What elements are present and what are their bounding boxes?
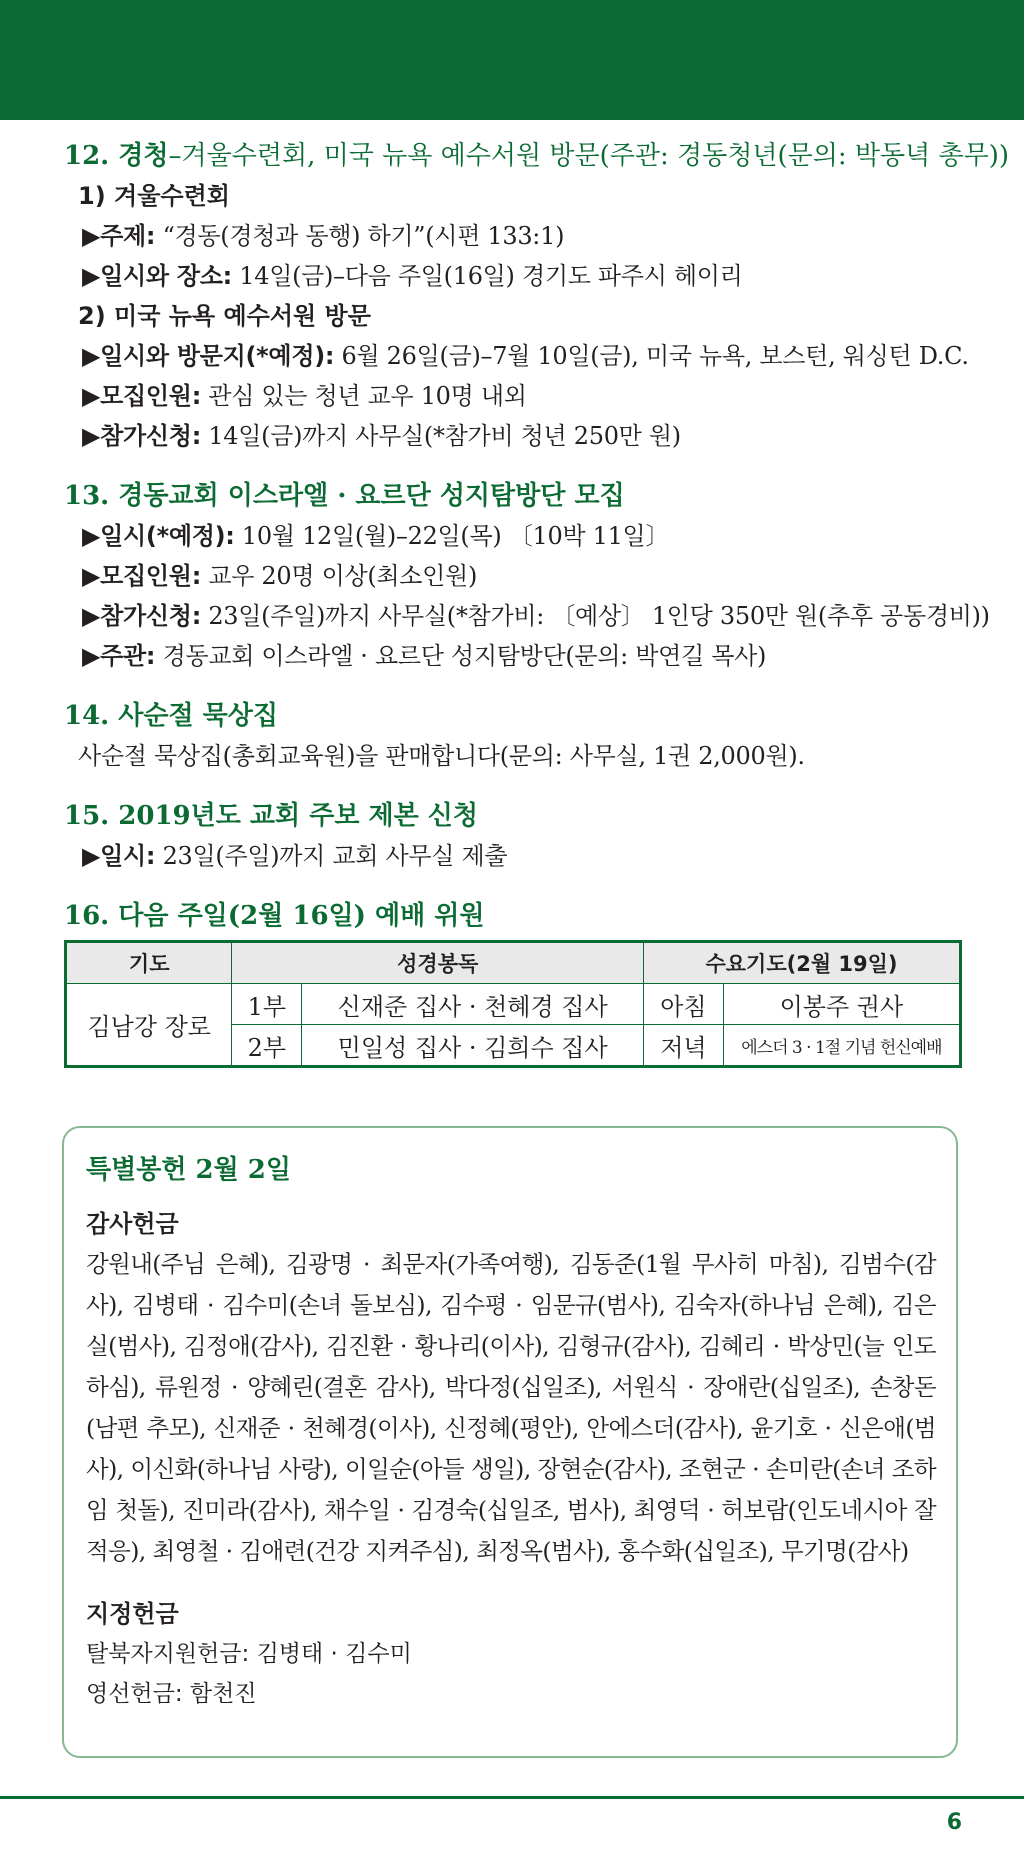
line-label: ▶일시와 장소:	[82, 262, 232, 290]
section-16	[64, 896, 964, 936]
designated-offering-heading: 지정헌금	[86, 1600, 179, 1628]
spacer	[86, 1572, 936, 1594]
section-12-sub-1: 1) 겨울수련회	[78, 182, 230, 210]
section-12-title	[64, 136, 1009, 176]
section-15-title: 15. 2019년도 교회 주보 제본 신청	[64, 801, 479, 831]
section-12-sub-2: 2) 미국 뉴욕 예수서원 방문	[78, 302, 371, 330]
roster-readers: 신재준 집사 · 천혜경 집사	[302, 984, 644, 1025]
thanks-offering-heading: 감사헌금	[86, 1210, 179, 1238]
line-text: 경동교회 이스라엘 · 요르단 성지탐방단(문의: 박연길 목사)	[155, 642, 767, 670]
section-14-title: 14. 사순절 묵상집	[64, 701, 279, 731]
line-text: 14일(금)–다음 주일(16일) 경기도 파주시 헤이리	[231, 262, 743, 290]
roster-wednesday: 에스더 3 · 1절 기념 헌신예배	[723, 1025, 960, 1067]
roster-header-row	[66, 942, 961, 984]
line-text: 23일(주일)까지 사무실(*참가비: 〔예상〕 1인당 350만 원(추후 공동경비))	[201, 602, 990, 630]
table-row	[66, 984, 961, 1025]
roster-prayer-leader: 김남강 장로	[66, 984, 232, 1067]
designated-offering-1: 탈북자지원헌금: 김병태 · 김수미	[86, 1641, 412, 1667]
section-13-line-4	[64, 636, 964, 676]
roster-header-prayer: 기도	[66, 942, 232, 984]
section-12-line-1	[64, 216, 964, 256]
section-16-title: 16. 다음 주일(2월 16일) 예배 위원	[64, 901, 485, 931]
line-label: ▶모집인원:	[82, 382, 201, 410]
section-14	[64, 696, 964, 776]
roster-service: 2부	[232, 1025, 302, 1067]
line-label: ▶일시(*예정):	[82, 522, 235, 550]
line-label: ▶참가신청:	[82, 422, 201, 450]
line-text: “경동(경청과 동행) 하기”(시편 133:1)	[155, 222, 565, 250]
line-label: ▶일시:	[82, 842, 156, 870]
line-text: 14일(금)까지 사무실(*참가비 청년 250만 원)	[201, 422, 681, 450]
announcements	[64, 136, 1009, 956]
section-13-line-1	[64, 516, 964, 556]
section-12-line-3	[64, 336, 969, 376]
header-band	[0, 0, 1024, 120]
line-label: ▶주관:	[82, 642, 156, 670]
worship-roster-table	[64, 940, 962, 1068]
roster-time: 저녁	[644, 1025, 724, 1067]
roster-readers: 민일성 집사 · 김희수 집사	[302, 1025, 644, 1067]
section-13-line-2	[64, 556, 964, 596]
section-12-line-4	[64, 376, 964, 416]
line-text: 6월 26일(금)–7월 10일(금), 미국 뉴욕, 보스턴, 워싱턴 D.C.	[334, 342, 969, 370]
line-label: ▶참가신청:	[82, 602, 201, 630]
roster-header-reading: 성경봉독	[232, 942, 644, 984]
line-label: ▶모집인원:	[82, 562, 201, 590]
line-label: ▶주제:	[82, 222, 156, 250]
roster-time: 아침	[644, 984, 724, 1025]
section-13	[64, 476, 990, 676]
line-text: 10월 12일(월)–22일(목) 〔10박 11일〕	[234, 522, 670, 550]
roster-header-wednesday: 수요기도(2월 19일)	[644, 942, 961, 984]
line-label: ▶일시와 방문지(*예정):	[82, 342, 335, 370]
designated-offering-2: 영선헌금: 함천진	[86, 1681, 257, 1707]
section-12-subtitle: –겨울수련회, 미국 뉴욕 예수서원 방문(주관: 경동청년(문의: 박동녁 총무))	[168, 141, 1009, 171]
section-12-number: 12. 경청	[64, 141, 169, 171]
section-13-title: 13. 경동교회 이스라엘 · 요르단 성지탐방단 모집	[64, 481, 625, 511]
line-text: 23일(주일)까지 교회 사무실 제출	[155, 842, 508, 870]
section-15	[64, 796, 964, 876]
offering-title: 특별봉헌 2월 2일	[86, 1155, 291, 1185]
section-12	[64, 136, 1009, 456]
page-number: 6	[946, 1810, 962, 1835]
footer-rule	[0, 1796, 1024, 1799]
section-15-line-1	[64, 836, 964, 876]
roster-service: 1부	[232, 984, 302, 1025]
section-12-line-5	[64, 416, 964, 456]
section-12-line-2	[64, 256, 964, 296]
line-text: 관심 있는 청년 교우 10명 내외	[201, 382, 527, 410]
section-13-line-3	[64, 596, 990, 636]
section-14-text: 사순절 묵상집(총회교육원)을 판매합니다(문의: 사무실, 1권 2,000원).	[78, 742, 805, 770]
special-offering-box	[62, 1126, 958, 1758]
line-text: 교우 20명 이상(최소인원)	[201, 562, 478, 590]
thanks-offering-list: 강원내(주님 은혜), 김광명 · 최문자(가족여행), 김동준(1월 무사히 마침), 김범수(감사), 김병태 · 김수미(손녀 돌보심), 김수평 · 임문규(범사), 김숙자(하나님 은혜), 김은실(범사), 김정애(감사), 김진환 · 황나리(이사), 김형규(감사), 김혜리 · 박상민(늘 인도하심), 류원정 · 양혜린(결혼 감사), 박다정(십일조), 서원식 · 장애란(십일조), 손창돈(남편 추모), 신재준 · 천혜경(이사), 신정혜(평안), 안에스더(감사), 윤기호 · 신은애(범사), 이신화(하나님 사랑), 이일순(아들 생일), 장현순(감사), 조현군 · 손미란(손녀 조하임 첫돌), 진미라(감사), 채수일 · 김경숙(십일조, 범사), 최영덕 · 허보람(인도네시아 잘 적응), 최영철 · 김애련(건강 지켜주심), 최정옥(범사), 홍수화(십일조), 무기명(감사)	[86, 1250, 936, 1565]
roster-wednesday: 이봉주 권사	[723, 984, 960, 1025]
